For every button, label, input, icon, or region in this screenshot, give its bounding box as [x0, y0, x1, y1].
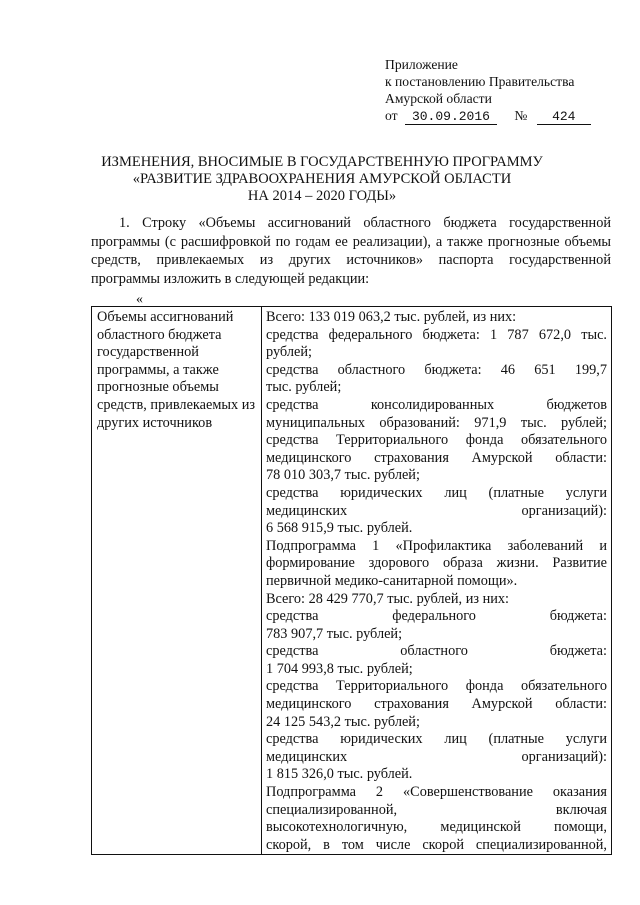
content-line: первичной медико-санитарной помощи».	[266, 572, 518, 589]
content-line: высокотехнологичную, медицинской помощи,	[266, 819, 607, 836]
content-line: 78 010 303,7 тыс. рублей;	[266, 467, 420, 484]
title-line-2: «РАЗВИТИЕ ЗДРАВООХРАНЕНИЯ АМУРСКОЙ ОБЛАСТИ	[132, 171, 512, 187]
content-line: средства федерального бюджета:	[266, 608, 607, 625]
appendix-line-3: Амурской области	[385, 91, 492, 106]
content-line: медицинских организаций):	[266, 502, 607, 519]
opening-quote: «	[136, 292, 143, 307]
table-row	[92, 307, 612, 855]
content-line: средства консолидированных бюджетов	[266, 396, 607, 413]
content-line: средства юридических лиц (платные услуги	[266, 731, 607, 748]
content-line: средства областного бюджета:	[266, 643, 607, 660]
appendix-block	[385, 56, 591, 125]
decree-number: 424	[537, 110, 591, 125]
appendix-line-1: Приложение	[385, 57, 458, 72]
content-line: рублей;	[266, 344, 312, 361]
content-line: медицинского страхования Амурской области:	[266, 696, 607, 713]
content-line: Всего: 133 019 063,2 тыс. рублей, из них:	[266, 309, 517, 325]
content-line: медицинских организаций):	[266, 748, 607, 765]
content-line: формирование здорового образа жизни. Развитие	[266, 555, 607, 572]
intro-paragraph: 1. Строку «Объемы ассигнований областного бюджета государственной программы (с расшифровкой по годам ее реализации), а также прогнозные объемы средств, привлекаемых из других источников» паспорта государственной программы изложить в следующей редакции:	[91, 215, 611, 288]
row-content-cell	[262, 307, 612, 855]
content-line: специализированной, включая	[266, 801, 607, 818]
passport-table	[91, 306, 612, 855]
number-label: №	[514, 108, 528, 123]
content-line: муниципальных образований: 971,9 тыс. рублей;	[266, 414, 607, 431]
content-line: средства Территориального фонда обязательного	[266, 678, 607, 695]
document-title	[90, 154, 554, 205]
content-line: скорой, в том числе скорой специализированной,	[266, 836, 607, 853]
content-line: медицинского страхования Амурской области:	[266, 449, 607, 466]
title-line-3: НА 2014 – 2020 ГОДЫ»	[247, 188, 397, 204]
content-line: средства федерального бюджета: 1 787 672,0 тыс.	[266, 326, 607, 343]
content-line: 783 907,7 тыс. рублей;	[266, 625, 403, 642]
content-line: 1 815 326,0 тыс. рублей.	[266, 766, 413, 783]
title-line-1: ИЗМЕНЕНИЯ, ВНОСИМЫЕ В ГОСУДАРСТВЕННУЮ ПРОГРАММУ	[101, 154, 543, 170]
decree-date: 30.09.2016	[405, 110, 497, 125]
row-label: Объемы ассигнований областного бюджета государственной программы, а также прогнозные объемы средств, привлекаемых из других источников	[97, 309, 256, 431]
content-line: 24 125 543,2 тыс. рублей;	[266, 713, 420, 730]
content-line: средства Территориального фонда обязательного	[266, 432, 607, 449]
content-line: Подпрограмма 1 «Профилактика заболеваний и	[266, 537, 607, 554]
content-line: средства областного бюджета: 46 651 199,7	[266, 361, 607, 378]
content-line: тыс. рублей;	[266, 379, 342, 396]
content-line: Всего: 28 429 770,7 тыс. рублей, из них:	[266, 590, 509, 607]
content-line: средства юридических лиц (платные услуги	[266, 484, 607, 501]
appendix-date-row	[385, 107, 591, 125]
date-prefix: от	[385, 108, 398, 123]
content-line: Подпрограмма 2 «Совершенствование оказания	[266, 784, 607, 801]
row-label-cell	[92, 307, 262, 855]
content-line: 1 704 993,8 тыс. рублей;	[266, 660, 413, 677]
appendix-line-2: к постановлению Правительства	[385, 74, 575, 89]
content-line: 6 568 915,9 тыс. рублей.	[266, 520, 413, 537]
